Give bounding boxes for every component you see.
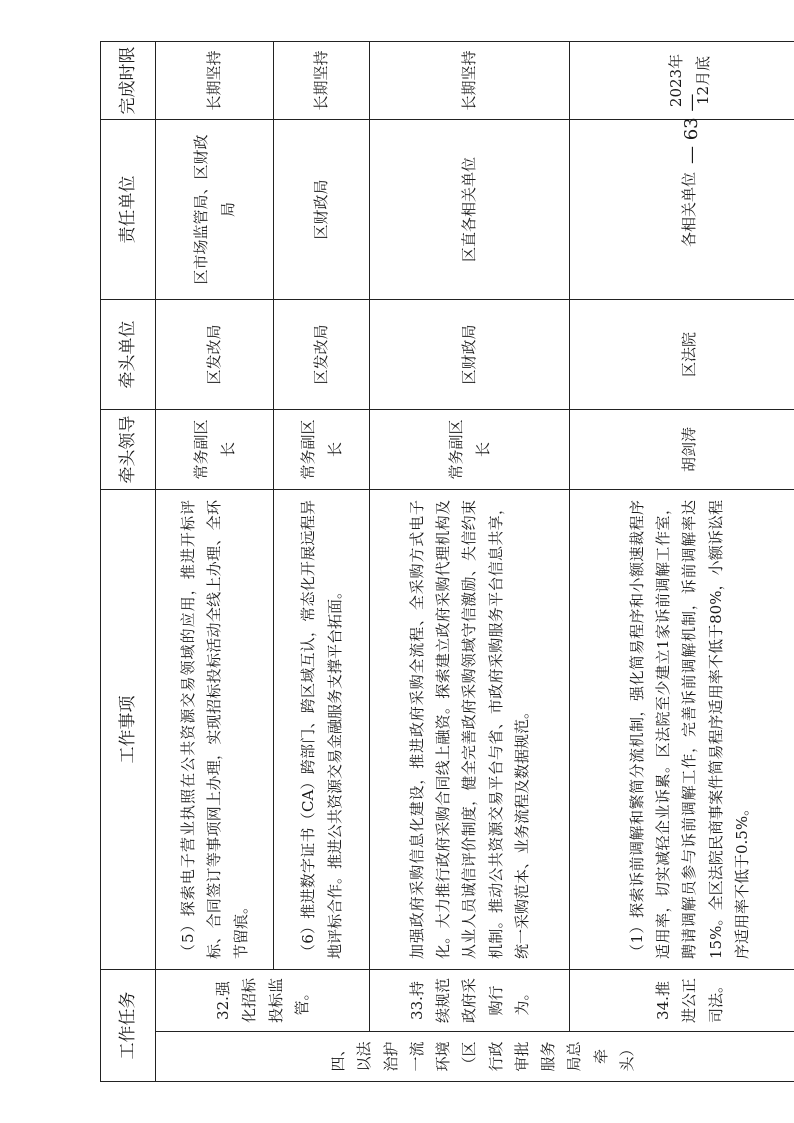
page-number: — 63 — xyxy=(681,93,702,164)
lead-unit-cell: 区发改局 xyxy=(274,300,370,410)
item-cell: （5）探索电子营业执照在公共资源交易领域的应用，推进开标评标、合同签订等事项网上办理，实现招标投标活动全线上办理、全环节留痕。 xyxy=(156,490,274,970)
header-leader: 牵头领导 xyxy=(101,410,156,490)
table-row xyxy=(156,42,274,1082)
header-lead-unit: 牵头单位 xyxy=(101,300,156,410)
category-cell: 四、以法治护一流环境（区行政审批服务局总牵头） xyxy=(156,1032,794,1082)
header-item: 工作事项 xyxy=(101,490,156,970)
header-resp-unit: 责任单位 xyxy=(101,120,156,300)
deadline-cell: 长期坚持 xyxy=(370,42,570,120)
resp-unit-cell: 区市场监管局、区财政局 xyxy=(156,120,274,300)
table-header-row xyxy=(101,42,156,1082)
table-row xyxy=(370,42,570,1082)
resp-unit-cell: 各相关单位 xyxy=(570,120,794,300)
table-row xyxy=(570,42,794,1082)
rotated-table-wrapper xyxy=(100,42,794,1082)
header-task: 工作任务 xyxy=(101,970,156,1082)
lead-unit-cell: 区财政局 xyxy=(370,300,570,410)
resp-unit-cell: 区财政局 xyxy=(274,120,370,300)
leader-cell: 常务副区长 xyxy=(274,410,370,490)
header-deadline: 完成时限 xyxy=(101,42,156,120)
item-cell: （1）探索诉前调解和繁简分流机制，强化简易程序和小额速裁程序适用率，切实减轻企业诉累。区法院至少建立1家诉前调解工作室，聘请调解员参与诉前调解工作，完善诉前调解机制，诉前调解率达15%。全区法院民商事案件简易程序适用率不低于80%，小额诉讼程序适用率不低于0.5%。 xyxy=(570,490,794,970)
lead-unit-cell: 区法院 xyxy=(570,300,794,410)
item-cell: 加强政府采购信息化建设，推进政府采购全流程、全采购方式电子化。大力推行政府采购合同线上融资。探索建立政府采购代理机构及从业人员诚信评价制度，健全完善政府采购领域守信激励、失信约束机制。推动公共资源交易平台与省、市政府采购服务平台信息共享，统一采购范本、业务流程及数据规范。 xyxy=(370,490,570,970)
leader-cell: 胡剑涛 xyxy=(570,410,794,490)
task-cell: 34.推进公正司法。 xyxy=(570,970,794,1032)
leader-cell: 常务副区长 xyxy=(156,410,274,490)
deadline-cell: 长期坚持 xyxy=(156,42,274,120)
task-cell: 32.强化招标投标监管。 xyxy=(156,970,370,1032)
leader-cell: 常务副区长 xyxy=(370,410,570,490)
deadline-cell: 长期坚持 xyxy=(274,42,370,120)
deadline-cell: 2023年12月底 xyxy=(570,42,794,120)
item-cell: （6）推进数字证书（CA）跨部门、跨区域互认，常态化开展远程异地评标合作。推进公共资源交易金融服务支撑平台拓面。 xyxy=(274,490,370,970)
work-plan-table xyxy=(100,41,794,1082)
table-row xyxy=(274,42,370,1082)
resp-unit-cell: 区直各相关单位 xyxy=(370,120,570,300)
task-cell: 33.持续规范政府采购行为。 xyxy=(370,970,570,1032)
lead-unit-cell: 区发改局 xyxy=(156,300,274,410)
